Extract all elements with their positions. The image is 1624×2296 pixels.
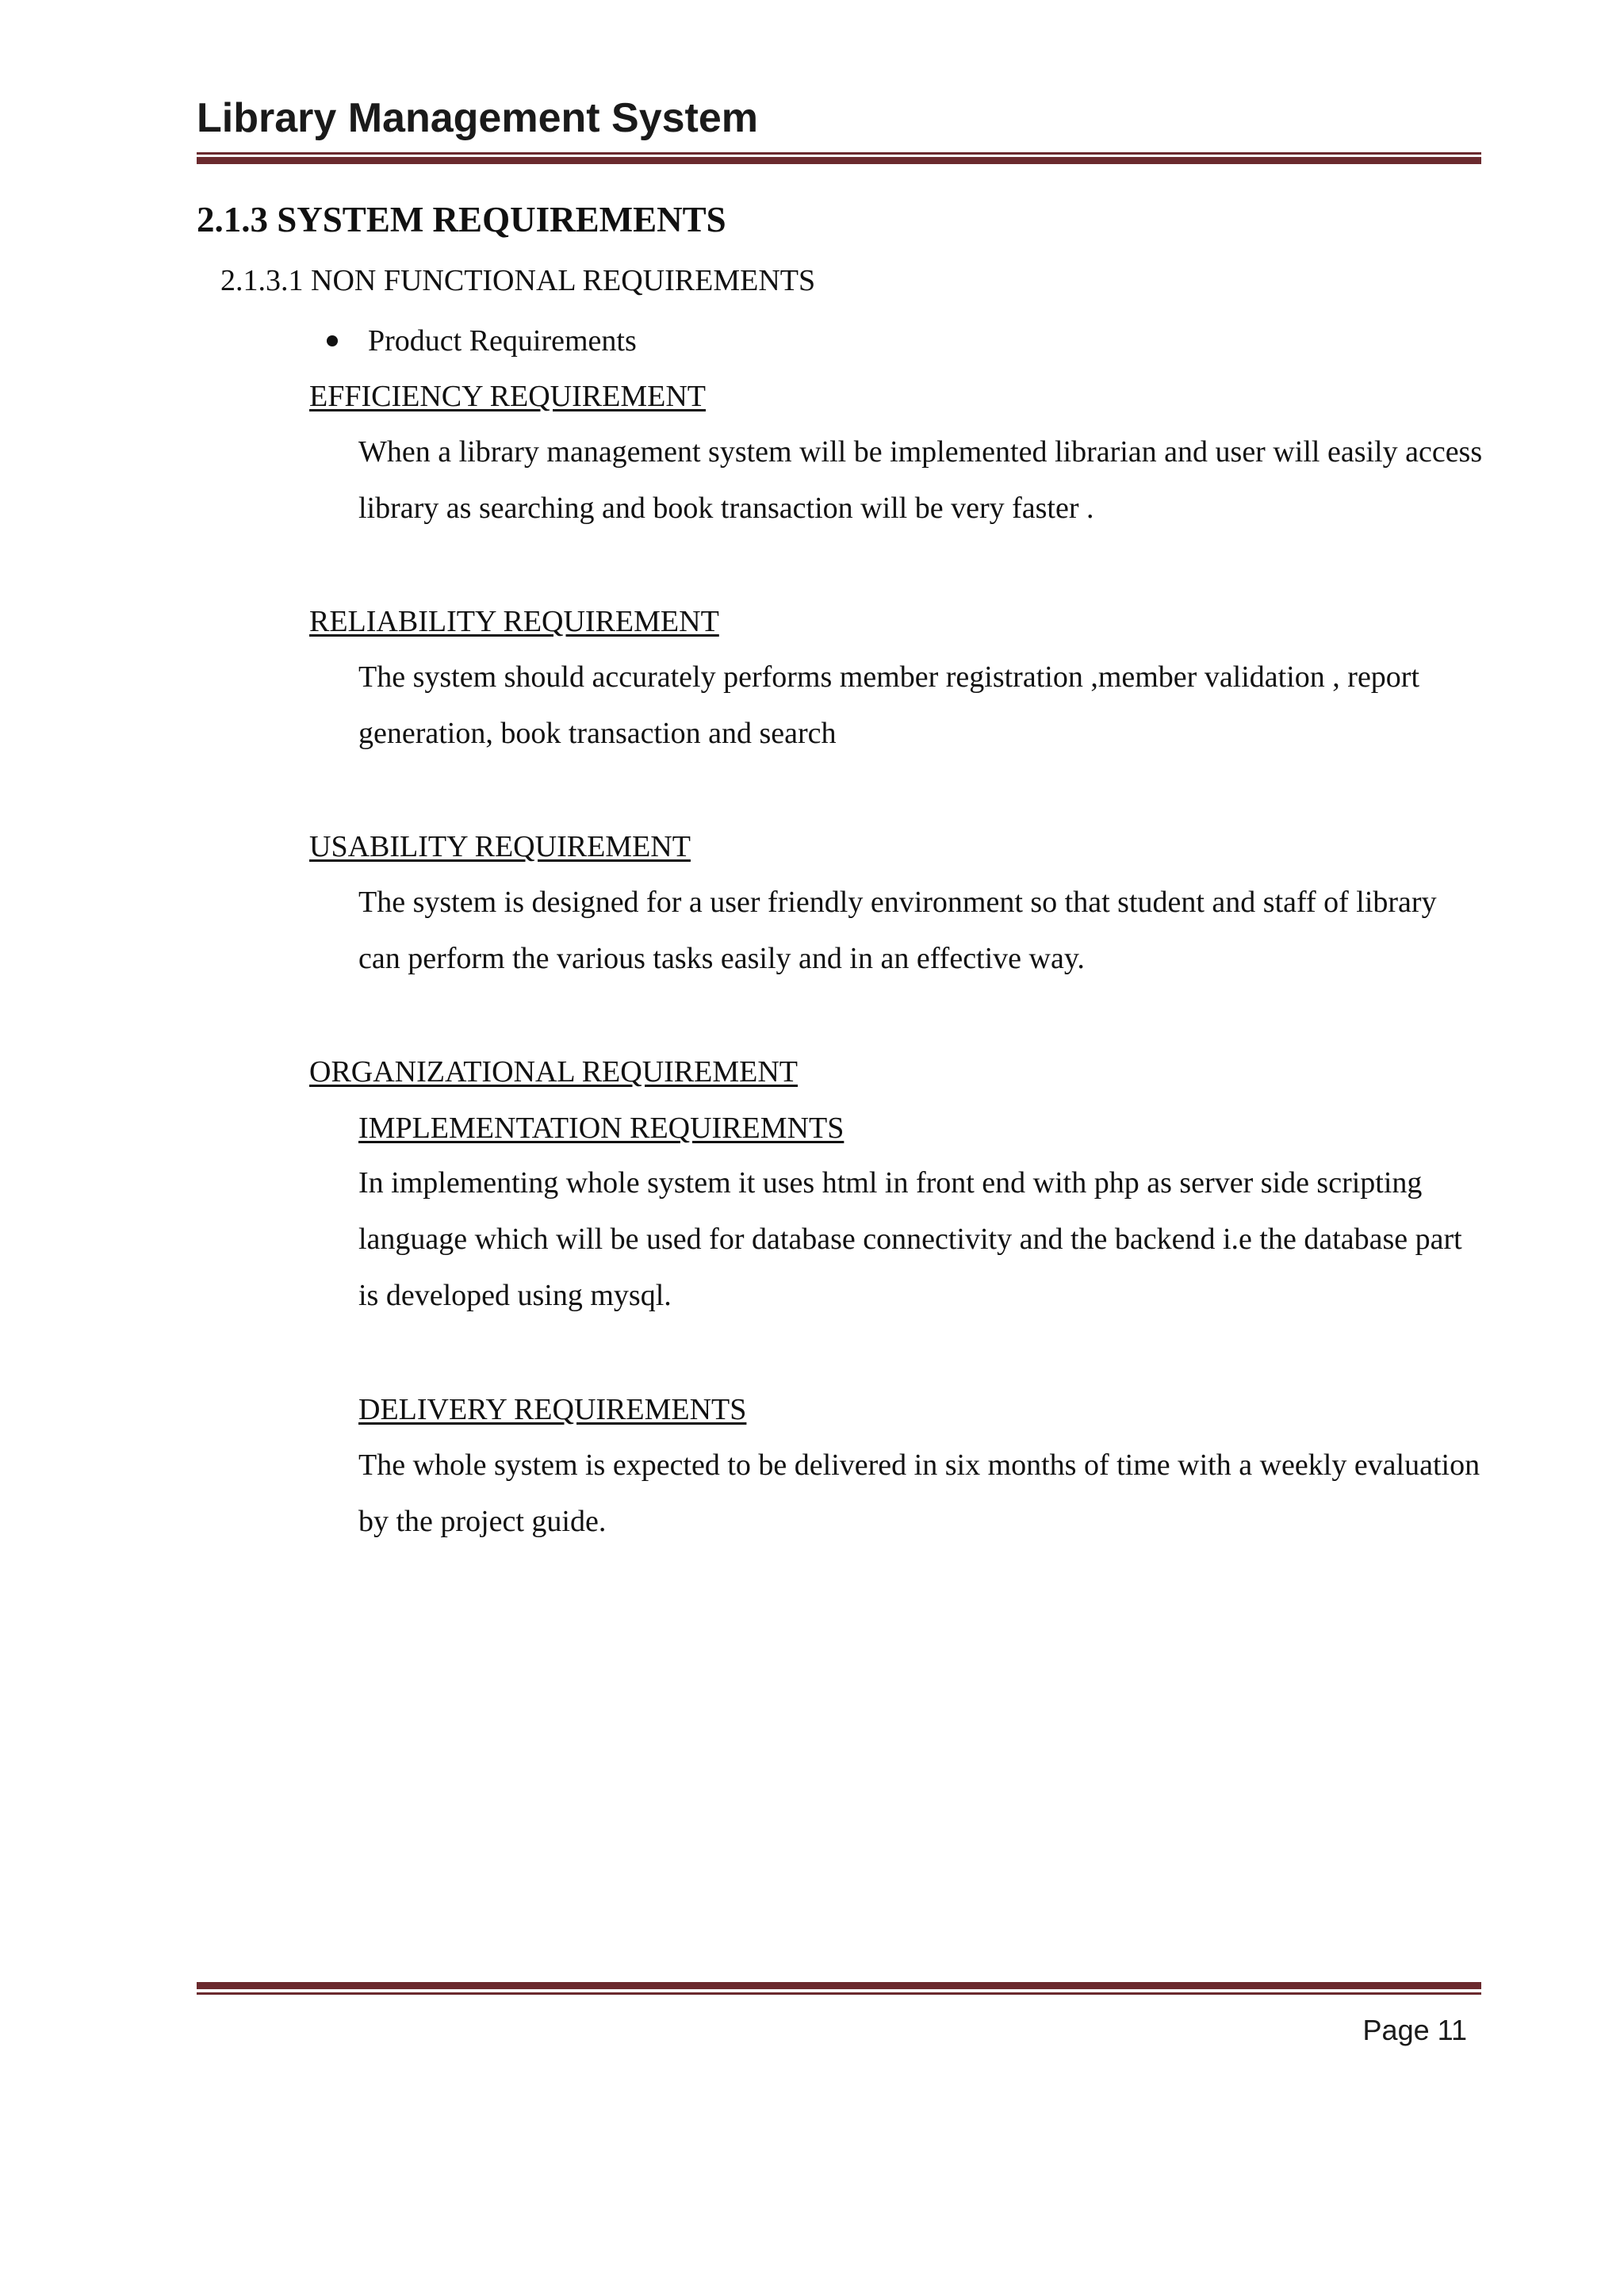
page-header (197, 94, 1481, 143)
usability-heading: USABILITY REQUIREMENT (309, 830, 691, 863)
reliability-heading: RELIABILITY REQUIREMENT (309, 605, 719, 638)
delivery-heading: DELIVERY REQUIREMENTS (358, 1393, 747, 1426)
subsection-title: 2.1.3.1 NON FUNCTIONAL REQUIREMENTS (220, 264, 816, 297)
bullet-label: Product Requirements (368, 324, 637, 358)
delivery-body: The whole system is expected to be delivered in six months of time with a weekly evaluation by the project guide. (358, 1448, 1480, 1538)
efficiency-heading: EFFICIENCY REQUIREMENT (309, 380, 706, 413)
footer-rule-thick (197, 1982, 1481, 1989)
reliability-body: The system should accurately performs member registration ,member validation , report generation, book transaction and search (358, 660, 1420, 750)
section-title: 2.1.3 SYSTEM REQUIREMENTS (197, 200, 726, 239)
implementation-body: In implementing whole system it uses html in front end with php as server side scripting language which will be used for database connectivity and the backend i.e the database part is developed using mysql. (358, 1166, 1462, 1312)
bullet-item (327, 323, 637, 360)
footer-rule-thin (197, 1992, 1481, 1995)
page-number: Page 11 (1362, 2014, 1467, 2046)
bullet-icon (327, 335, 338, 346)
organizational-heading: ORGANIZATIONAL REQUIREMENT (309, 1055, 799, 1089)
efficiency-body: When a library management system will be implemented librarian and user will easily access library as searching and book transaction will be very faster . (358, 435, 1483, 525)
header-rule-thin (197, 152, 1481, 155)
usability-body: The system is designed for a user friendly environment so that student and staff of library can perform the various tasks easily and in an effective way. (358, 886, 1437, 975)
header-rule-thick (197, 157, 1481, 164)
implementation-heading: IMPLEMENTATION REQUIREMNTS (358, 1112, 845, 1145)
document-title: Library Management System (197, 95, 759, 141)
